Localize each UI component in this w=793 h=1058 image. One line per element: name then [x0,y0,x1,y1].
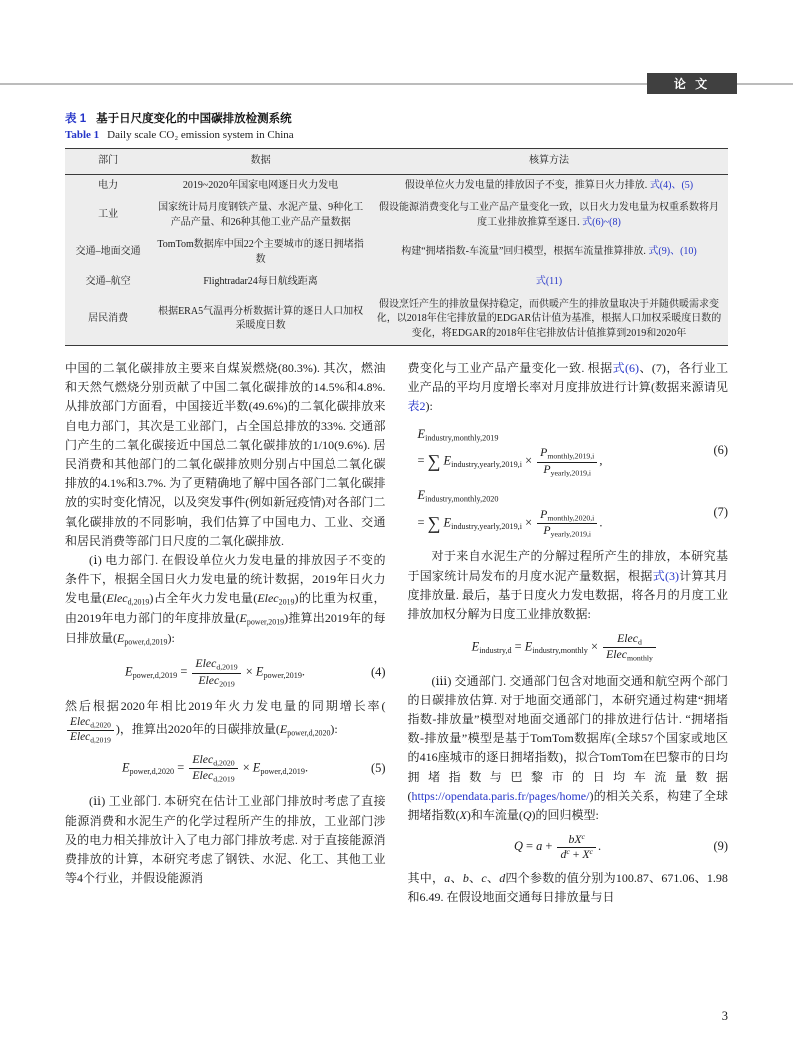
paragraph [408,359,729,417]
cell-method [370,174,728,197]
text-run: ∑ [427,512,441,533]
equation-6 [408,425,729,478]
equation-7 [408,486,729,539]
table-body [65,174,728,346]
left-column [65,359,386,908]
cell-data: 国家统计局月度钢铁产量、水泥产量、9种化工产品产量、和26种其他工业产品产量数据 [158,202,364,228]
text-run: d [499,871,506,886]
text-run: d,2020 [213,758,235,768]
paragraph [408,869,729,907]
cell-method [370,234,728,271]
text-run: X [582,847,590,861]
cell-data: 根据ERA5气温再分析数据计算的逐日人口加权采暖度日数 [158,305,364,332]
text-run: )的比重为权重，由2019年电力部门的年度排放量( [65,591,386,626]
text-run: industry,d [479,646,512,656]
text-run: × [587,639,602,654]
text-run: 、 [468,871,482,886]
ref-link[interactable]: https://opendata.paris.fr/pages/home/ [411,788,590,803]
text-run: Elec [257,591,279,606]
text-run: 2019 [219,678,235,688]
table-header-cell: 数据 [151,149,370,175]
cell-department: 交通–地面交通 [75,246,141,258]
ref-link[interactable]: 式(3) [652,568,679,583]
text-run: , [599,454,603,469]
text-run: d,2019 [127,597,150,607]
text-run: yearly,2019,i [550,529,592,539]
text-run: × [242,665,256,679]
equation-number: (9) [713,839,728,854]
ref-link[interactable]: 式(4)、(5) [649,179,694,191]
text-run: E [252,760,261,775]
text-run: 、(7)，各行业工业产品的平均月度增长率对月度排放进行计算(数据来源请见 [407,361,728,395]
text-run: )的相关关系，构建了全球拥堵指数( [407,788,728,822]
text-run: b [568,833,575,847]
text-run: c [566,846,570,856]
text-run: )推算出2019年的每日排放量( [65,611,386,646]
text-run: 构建“拥堵指数-车流量”回归模型，根据车流量推算排放. [401,246,649,258]
text-run: E [417,487,426,502]
table-row [65,197,728,234]
text-run: power,d,2019 [260,766,305,776]
table-row [65,234,728,271]
cell-department: 工业 [98,209,119,221]
text-run: 其中， [407,871,445,886]
text-run: ): [167,631,175,646]
text-run: P [543,462,551,476]
paragraph [65,359,386,551]
article-type-badge: 论 文 [647,73,737,94]
text-run: + [569,847,583,861]
text-run: industry,yearly,2019,i [451,521,522,531]
text-run: a [536,838,543,853]
equation-number: (7) [713,504,728,519]
text-run: X [459,807,467,822]
fraction [192,657,240,689]
text-run: power,d,2019 [132,671,178,681]
text-run: industry,monthly [532,646,588,656]
text-run: 对于来自水泥生产的分解过程所产生的排放，本研究基于国家统计局发布的月度水泥产量数据，根据 [407,549,728,583]
table-caption-zh [65,110,728,126]
text-run: d,2019 [216,662,238,672]
text-run: Elec [195,657,217,671]
text-run: power,2019 [263,671,302,681]
text-run: power,d,2019 [124,637,168,647]
cell-department: 电力 [98,179,119,191]
cell-data: TomTom数据库中国22个主要城市的逐日拥堵指数 [157,239,364,265]
paragraph [65,551,386,650]
text-run: yearly,2019,i [550,468,592,477]
table-header-cell: 核算方法 [370,149,728,175]
text-run: (ⅲ) 交通部门. 交通部门包含对地面交通和航空两个部门的日碳排放估算. 对于地面交通部门，本研究通过构建“拥堵指数-排放量”模型对地面交通部门的排放进行估计. “拥堵指数-排放量”模型是基于TomTom数据库(全球57个国家或地区的416座城市的逐日拥堵指数)，拟合TomTom在巴黎市的日均拥堵指数与巴黎市的日均车流量数据( [407,673,728,803]
table-caption-zh-text: 基于日尺度变化的中国碳排放检测系统 [96,113,292,125]
text-run: monthly,2020,i [547,513,595,523]
text-run: P [540,446,548,460]
equation-4 [65,657,386,689]
text-run: Q [513,838,523,853]
text-run: = [417,515,428,530]
table-caption-en-text: Daily scale CO₂ emission system in China [107,129,294,141]
text-run: Elec [192,769,214,783]
text-run: ( [381,698,386,713]
text-run: Elec [198,673,220,687]
text-run: 假设烹饪产生的排放量保持稳定，而供暖产生的排放量取决于并随供暖需求变化，以2018年住宅排放量的EDGAR估计值为基准，根据人口加权采暖度日数的变化，将EDGAR的2018年住宅排放估计值推算到2019和2020年 [376,298,722,339]
text-run: industry,yearly,2019,i [451,460,522,470]
equation-9 [408,833,729,861]
text-run: E [443,515,452,530]
text-run: d,2019 [90,735,111,745]
text-run: 中国的二氧化碳排放主要来自煤炭燃烧(80.3%). 其次，燃油和天然气燃烧分别贡献了中国二氧化碳排放的14.5%和4.8%. 从排放部门方面看，中国接近半数(49.6%)的二氧化碳排放来自电力部门，其次是工业部门，占全国总排放的33%. 交通部门产生的二氧化碳接近中国总二氧化碳排放的1/10(9.6%). 居民消费和其他部门的二氧化碳排放则分别占中国总二氧化碳排放的4.1%和3.7%. 为了更精确地了解中国各部门二氧化碳排放的实时变化情况，以及突发事件(例如新冠疫情)对各部门二氧化碳排放的不同影响，我们估算了中国电力、工业、交通和居民消费等部门日尺度的二氧化碳排放. [65,361,386,548]
text-run: = [174,760,188,775]
text-run: (ⅱ) 工业部门. 本研究在估计工业部门排放时考虑了直接能源消费和水泥生产的化学过程所产生的排放，工业部门涉及的电力相关排放计入了电力部门排放考虑. 对于直接能源消费排放的计算，本研究考虑了钢铁、水泥、化工、其他工业等4个行业，并假设能源消 [65,794,386,886]
paragraph [408,672,729,826]
ref-link[interactable]: 式(6)~(8) [582,216,621,228]
text-run: c [589,846,593,856]
text-run: . [599,515,603,530]
text-run: a [444,871,451,886]
table-caption-en [65,129,728,141]
text-run: . [304,760,309,775]
text-run: Q [522,807,532,822]
ref-link[interactable]: 式(9)、(10) [648,246,697,258]
text-run: Elec [606,648,627,662]
equation-number: (6) [713,443,728,458]
text-run: industry,monthly,2019 [425,433,499,443]
text-run: . [301,665,306,679]
text-run: d [637,637,642,647]
ref-link[interactable]: 式(11) [535,276,563,287]
table-caption-en-label: Table 1 [65,129,100,141]
text-run: c [481,871,487,886]
text-run: 假设能源消费变化与工业产品产量变化一致，以日火力发电量为权重系数将月度工业排放推算至逐日. [378,202,719,228]
text-run: × [521,454,536,469]
page-number: 3 [721,1009,728,1023]
text-run: )和车流量( [466,807,523,822]
text-run: )占全年火力发电量( [149,591,258,606]
text-run: Elec [106,591,128,606]
text-run: Elec [70,731,91,744]
text-run: ): [330,722,338,737]
text-run: (ⅰ) 电力部门. 在假设单位火力发电量的排放因子不变的条件下，根据全国日火力发电量的统计数据，2019年日火力发电量( [65,552,386,606]
text-run: 费变化与工业产品产量变化一致. 根据 [407,361,613,375]
cell-method [370,197,728,234]
cell-department: 居民消费 [88,313,129,324]
paragraph [65,697,386,745]
text-run: = [522,838,537,853]
fraction [557,833,596,861]
cell-data: 2019~2020年国家电网逐日火力发电 [182,179,339,191]
two-column-text [65,359,728,908]
text-run: . [597,838,602,853]
emission-system-table [65,148,728,346]
text-run: E [117,631,125,646]
text-run: E [524,639,533,654]
equation-number: (5) [371,760,386,775]
ref-link[interactable]: 表2 [407,399,426,414]
text-run: X [574,833,582,847]
text-run: E [255,665,264,679]
paragraph [408,547,729,624]
text-run: E [279,722,288,737]
text-run: power,d,2020 [129,766,175,776]
text-run: )的回归模型: [531,807,599,822]
text-run: Elec [70,716,91,729]
equation-number: (4) [371,665,386,680]
text-run: 然后根据2020年相比2019年火力发电量的同期增长率 [65,698,382,713]
ref-link[interactable]: 式(6) [612,361,640,375]
text-run: d [560,847,567,861]
equation-5 [65,753,386,785]
fraction [537,508,597,540]
text-run: ∑ [427,451,441,472]
fraction [189,753,237,785]
text-run: b [462,871,469,886]
text-run: 四个参数的值分别为100.87、671.06、1.98和6.49. 在假设地面交通每日排放量与日 [407,871,728,905]
text-run: )，推算出2020年的日碳排放量( [115,722,280,737]
text-run: industry,monthly,2020 [425,494,499,504]
fraction [67,716,114,745]
table-caption-zh-label: 表 1 [65,113,87,125]
text-run: power,d,2020 [287,728,331,738]
table-1-block [65,110,728,346]
text-run: Elec [617,632,638,646]
text-run: monthly,2019,i [547,451,595,461]
cell-method [370,271,728,294]
table-row [65,174,728,197]
text-run: = [417,454,428,469]
text-run: E [121,760,130,775]
text-run: = [177,665,191,679]
cell-data: Flightradar24每日航线距离 [203,276,318,287]
table-row [65,294,728,346]
text-run: E [239,611,247,626]
text-run: P [540,507,548,521]
text-run: = [511,639,525,654]
text-run: E [125,665,133,679]
fraction [603,632,656,664]
text-run: + [542,838,556,853]
equation-8 [408,632,729,664]
text-run: 计算其月度排放量. 最后，基于日度火力发电数据，将各月的月度工业排放加权分解为日度工业排放数据: [407,568,728,621]
text-run: power,2019 [246,617,285,627]
table-row [65,271,728,294]
text-run: P [543,524,551,538]
cell-department: 交通–航空 [85,276,131,287]
table-header-row [65,149,728,175]
right-column [408,359,729,908]
text-run: 、 [450,871,463,886]
text-run: c [581,832,585,842]
text-run: d,2020 [90,720,111,730]
table-header-cell: 部门 [65,149,151,175]
text-run: 、 [486,871,500,886]
text-run: E [471,639,480,654]
text-run: ): [425,399,433,414]
text-run: d,2019 [213,774,235,784]
text-run: × [239,760,253,775]
text-run: × [521,515,536,530]
text-run: 2019 [278,597,295,607]
text-run: E [417,426,426,441]
text-run: 假设单位火力发电量的排放因子不变，推算日火力排放. [404,179,650,191]
paragraph [65,792,386,888]
fraction [537,446,597,478]
text-run: Elec [192,752,214,766]
text-run: monthly [626,653,653,663]
text-run: E [443,454,452,469]
cell-method [370,294,728,346]
